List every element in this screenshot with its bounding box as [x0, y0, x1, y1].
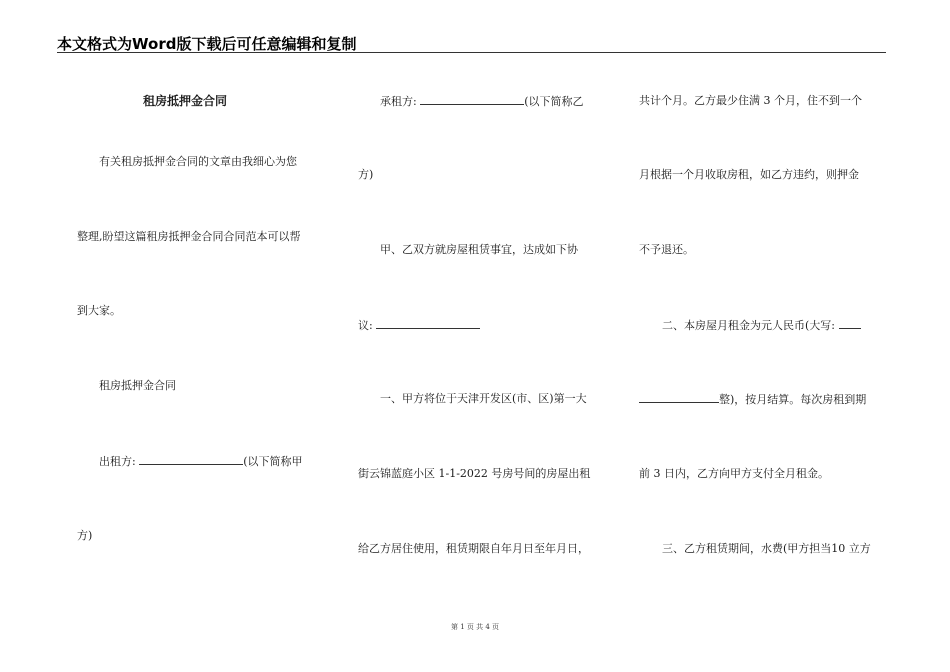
- agreement-label: 议:: [358, 319, 377, 332]
- paragraph-line: 方): [358, 168, 374, 181]
- paragraph-line: 甲、乙双方就房屋租赁事宜，达成如下协: [380, 243, 578, 256]
- lessee-blank: [420, 94, 524, 105]
- paragraph-line: 月根据一个月收取房租，如乙方违约，则押金: [639, 168, 859, 181]
- section-heading: 租房抵押金合同: [99, 379, 176, 392]
- agreement-blank: [376, 318, 480, 329]
- paragraph-line: 方): [77, 529, 93, 542]
- rent-uppercase-blank: [639, 392, 719, 403]
- paragraph-line: 不予退还。: [639, 243, 694, 256]
- paragraph-line: 共计个月。乙方最少住满 3 个月，住不到一个: [639, 94, 862, 107]
- text-column-2: [358, 0, 606, 672]
- lessee-line: [380, 94, 584, 109]
- paragraph-line: 前 3 日内，乙方向甲方支付全月租金。: [639, 467, 829, 480]
- rent-uppercase-line: [639, 392, 866, 407]
- lessee-suffix: (以下简称乙: [524, 95, 584, 108]
- paragraph-line: 有关租房抵押金合同的文章由我细心为您: [99, 155, 297, 168]
- paragraph-line: 到大家。: [77, 304, 121, 317]
- agreement-line: [358, 318, 480, 333]
- paragraph-line: 一、甲方将位于天津开发区(市、区)第一大: [380, 392, 587, 405]
- document-header: 本文格式为Word版下载后可任意编辑和复制: [57, 35, 357, 53]
- lessor-line: [99, 454, 303, 469]
- page-number-footer: 第 1 页 共 4 页: [450, 623, 500, 631]
- paragraph-line: 给乙方居住使用，租赁期限自年月日至年月日，: [358, 542, 589, 555]
- lessee-label: 承租方:: [380, 95, 421, 108]
- rent-amount-blank: [839, 318, 861, 329]
- lessor-suffix: (以下简称甲: [243, 455, 303, 468]
- paragraph-line: 三、乙方租赁期间，水费(甲方担当10 立方: [662, 542, 871, 555]
- document-title: 租房抵押金合同: [143, 94, 228, 108]
- text-column-1: [77, 0, 325, 672]
- rent-amount-line: [662, 318, 861, 333]
- text-column-3: [639, 0, 887, 672]
- lessor-blank: [139, 454, 243, 465]
- rent-uppercase-suffix: 整)，按月结算。每次房租到期: [719, 393, 867, 406]
- rent-amount-label: 二、本房屋月租金为元人民币(大写:: [662, 319, 839, 332]
- paragraph-line: 整理,盼望这篇租房抵押金合同合同范本可以帮: [77, 230, 301, 243]
- paragraph-line: 街云锦蓝庭小区 1-1-2022 号房号间的房屋出租: [358, 467, 591, 480]
- lessor-label: 出租方:: [99, 455, 140, 468]
